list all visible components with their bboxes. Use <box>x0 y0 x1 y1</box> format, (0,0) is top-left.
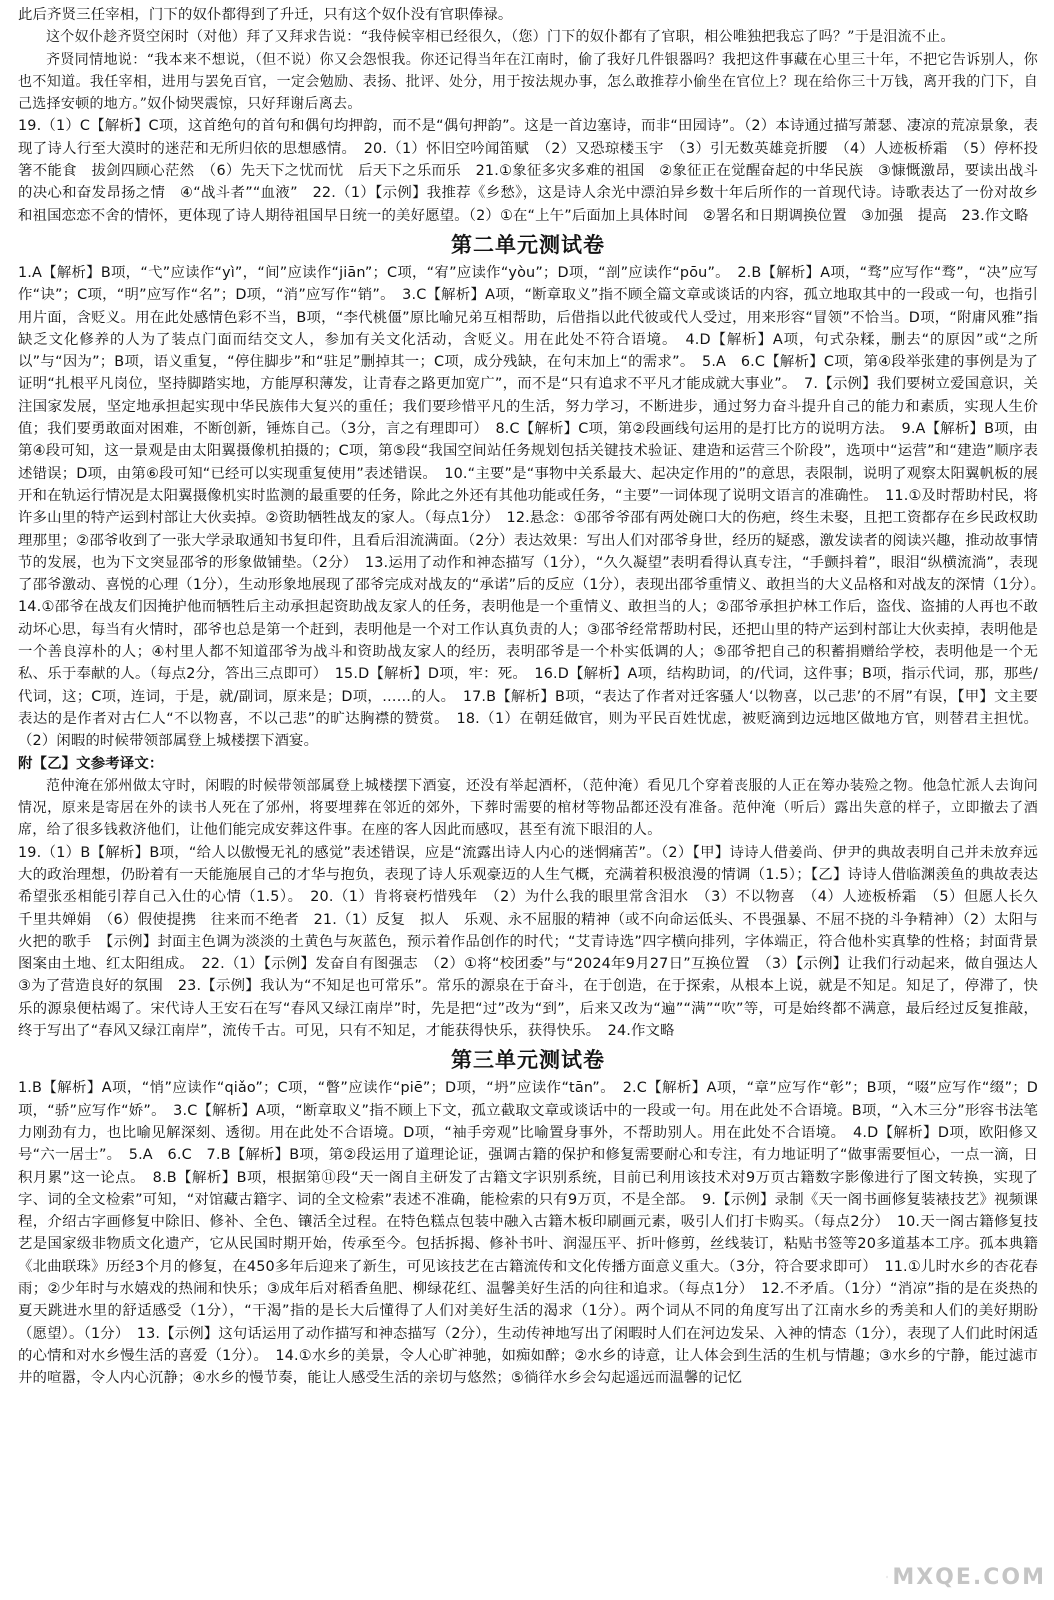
watermark-logo-icon <box>886 1562 888 1592</box>
top-paragraph-2: 这个奴仆趁齐贤空闲时（对他）拜了又拜求告说：“我侍候宰相已经很久，（您）门下的奴仆都有了官职，相公唯独把我忘了吗？”于是泪流不止。 <box>46 29 955 46</box>
watermark-text: MXQE.COM <box>892 1564 1046 1590</box>
unit2-reference-translation: 范仲淹在邠州做太守时，闲暇的时候带领部属登上城楼摆下酒宴，还没有举起酒杯，（范仲淹）看见几个穿着丧服的人正在筹办装殓之物。他急忙派人去询问情况，原来是寄居在外的读书人死在了邠州，将要埋葬在邻近的郊外，下葬时需要的棺材等物品都还没有准备。范仲淹（听后）露出失意的样子，立即撤去了酒席，给了很多钱救济他们，让他们能完成安葬这件事。在座的客人因此而感叹，甚至有流下眼泪的人。 <box>18 777 1038 839</box>
unit3-title: 第三单元测试卷 <box>451 1048 605 1073</box>
top-paragraph-1: 此后齐贤三任宰相，门下的奴仆都得到了升迁，只有这个奴仆没有官职俸禄。 <box>18 7 513 23</box>
site-watermark <box>886 1558 1046 1596</box>
top-paragraph-3: 齐贤同情地说：“我本来不想说，（但不说）你又会怨恨我。你还记得当年在江南时，偷了我好几件银器吗？我把这件事藏在心里三十年，不把它告诉别人，你也不知道。我任宰相，进用与罢免百官，一定会勉励、表扬、批评、处分，用于按法规办事，怎么敢推荐小偷坐在官位上？现在给你三十万钱，离开我的门下，自己选择安顿的地方。”奴仆恸哭震惊，只好拜谢后离去。 <box>18 51 1038 113</box>
unit2-answers: 1.A【解析】B项，“弋”应读作“yì”，“间”应读作“jiān”；C项，“宥”应读作“yòu”；D项，“剖”应读作“pōu”。 2.B【解析】A项，“骛”应写作“骛”，“决”应写作“诀”；C项，“明”应写作“名”；D项，“消”应写作“销”。 3.C【解析】A项，“断章取义”指不顾全篇文章或谈话的内容，孤立地取其中的一段或一句，也指引用片面，含贬义。用在此处感情色彩不当，B项，“李代桃僵”原比喻兄弟互相帮助，后借指以此代彼或代人受过，用来形容“冒领”不恰当。D项，“附庸风雅”指缺乏文化修养的人为了装点门面而结交文人，参加有关文化活动，含贬义。用在此处不符合语境。 4.D【解析】A项，句式杂糅，删去“的原因”或“之所以”与“因为”；B项，语义重复，“停住脚步”和“驻足”删掉其一；C项，成分残缺，在句末加上“的需求”。 5.A 6.C【解析】C项，第④段举张建的事例是为了证明“扎根平凡岗位，坚持脚踏实地，方能厚积薄发，让青春之路更加宽广”，而不是“只有追求不平凡才能成就大事业”。 7.【示例】我们要树立爱国意识，关注国家发展，坚定地承担起实现中华民族伟大复兴的重任；我们要珍惜平凡的生活，努力学习，不断进步，通过努力奋斗提升自己的能力和素质，实现人生价值；我们要勇敢面对困难，不断创新，锤炼自己。（3分，言之有理即可） 8.C【解析】C项，第②段画线句运用的是打比方的说明方法。 9.A【解析】B项，由第④段可知，这一景观是由太阳翼摄像机拍摄的；C项，第⑤段“我国空间站任务规划包括关键技术验证、建造和运营三个阶段”，选项中“运营”和“建造”顺序表述错误；D项，由第⑥段可知“已经可以实现重复使用”表述错误。 10.“主要”是“事物中关系最大、起决定作用的”的意思，表限制，说明了观察太阳翼帆板的展开和在轨运行情况是太阳翼摄像机实时监测的最重要的任务，除此之外还有其他功能或任务，“主要”一词体现了说明文语言的准确性。 11.①及时帮助村民，将许多山里的特产运到村部让大伙卖掉。②资助牺牲战友的家人。（每点1分） 12.悬念：①邵爷爷邵有两处碗口大的伤疤，终生未娶，且把工资都存在乡民政权助理那里；②邵爷收到了一张大学录取通知书复印件，且看后泪流满面。（2分）表达效果：写出人们对邵爷身世，经历的疑惑，激发读者的阅读兴趣，推动故事情节的发展，也为下文突显邵爷的形象做铺垫。（2分） 13.运用了动作和神态描写（1分），“久久凝望”表明看得认真专注，“手颤抖着”，眼泪“纵横流淌”，表现了邵爷激动、喜悦的心理（1分），生动形象地展现了邵爷完成对战友的“承诺”后的反应（1分），表现出邵爷重情义、敢担当的大义品格和对战友的深情（1分）。 14.①邵爷在战友们因掩护他而牺牲后主动承担起资助战友家人的任务，表明他是一个重情义、敢担当的人；②邵爷承担护林工作后，盗伐、盗捕的人再也不敢动坏心思，每当有火情时，邵爷也总是第一个赶到，表明他是一个对工作认真负责的人；③邵爷经常帮助村民，还把山里的特产运到村部让大伙卖掉，表明他是一个善良淳朴的人；④村里人都不知道邵爷为战斗和资助战友家人的经历，表明邵爷是一个朴实低调的人；⑤邵爷把自己的积蓄捐赠给学校，表明他是一个无私、乐于奉献的人。（每点2分，答出三点即可） 15.D【解析】D项，牢：死。 16.D【解析】A项，结构助词，的/代词，这件事；B项，指示代词，那，那些/代词，这；C项，连词，于是，就/副词，原来是；D项，……的人。 17.B【解析】B项，“表达了作者对迁客骚人‘以物喜，以己悲’的不屑”有误，【甲】文主要表达的是作者对古仁人“不以物喜，不以己悲”的旷达胸襟的赞赏。 18.（1）在朝廷做官，则为平民百姓忧虑，被贬滴到边远地区做地方官，则替君主担忧。（2）闲暇的时候带领部属登上城楼摆下酒宴。 <box>18 264 1053 750</box>
unit2-title: 第二单元测试卷 <box>451 232 605 257</box>
unit2-answers-continued: 19.（1）B【解析】B项，“给人以傲慢无礼的感觉”表述错误，应是“流露出诗人内心的迷惘痛苦”。（2）【甲】诗诗人借姜尚、伊尹的典故表明自己并未放弃远大的政治理想，仍盼着有一天能施展自己的才华与抱负，表现了诗人乐观豪迈的人生气概，充满着积极浪漫的情调（1.5）；【乙】诗诗人借临渊羡鱼的典故表达希望张丞相能引荐自己入仕的心情（1.5）。 20.（1）肯将衰朽惜残年 （2）为什么我的眼里常含泪水 （3）不以物喜 （4）人迹板桥霜 （5）但愿人长久 千里共婵娟 （6）假使提携 往来而不绝者 21.（1）反复 拟人 乐观、永不屈服的精神（或不向命运低头、不畏强暴、不屈不挠的斗争精神）（2）太阳与火把的歌手 【示例】封面主色调为淡淡的土黄色与灰蓝色，预示着作品创作的时代；“艾青诗选”四字横向排列，字体端正，符合他朴实真挚的性格；封面背景图案由土地、红太阳组成。 22.（1）【示例】发奋自有图强志 （2）①将“校团委”与“2024年9月27日”互换位置 （3）【示例】让我们行动起来，做自强达人 ③为了营造良好的氛围 23.【示例】我认为“不知足也可常乐”。常乐的源泉在于奋斗，在于创造，在于探索，从根本上说，就是不知足。知足了，停滞了，快乐的源泉便枯竭了。宋代诗人王安石在写“春风又绿江南岸”时，先是把“过”改为“到”，后来又改为“遍”“满”“吹”等，可是始终都不满意，最后经过反复推敲，终于写出了“春风又绿江南岸”，流传千古。可见，只有不知足，才能获得快乐，获得快乐。 24.作文略 <box>18 844 1053 1040</box>
unit1-answers-tail: 19.（1）C【解析】C项，这首绝句的首句和偶句均押韵，而不是“偶句押韵”。这是一首边塞诗，而非“田园诗”。（2）本诗通过描写萧瑟、凄凉的荒凉景象，表现了诗人行至大漠时的迷茫和无所归依的思想感情。 20.（1）怀旧空吟闻笛赋 （2）又恐琼楼玉宇 （3）引无数英雄竞折腰 （4）人迹板桥霜 （5）停杯投箸不能食 拔剑四顾心茫然 （6）先天下之忧而忧 后天下之乐而乐 21.①象征多灾多难的祖国 ②象征正在觉醒奋起的中华民族 ③慷慨激昂，要读出战斗的决心和奋发昂扬之情 ④“战斗者”“血液” 22.（1）【示例】我推荐《乡愁》，这是诗人余光中漂泊异乡数十年后所作的一首现代诗。诗歌表达了一份对故乡和祖国恋恋不舍的情怀，更体现了诗人期待祖国早日统一的美好愿望。（2）①在“上午”后面加上具体时间 ②署名和日期调换位置 ③加强 提高 23.作文略 <box>18 118 1038 224</box>
unit3-answers: 1.B【解析】A项，“悄”应读作“qiǎo”；C项，“瞥”应读作“piē”；D项，“坍”应读作“tān”。 2.C【解析】A项，“章”应写作“彰”；B项，“啜”应写作“缀”；D项，“骄”应写作“娇”。 3.C【解析】A项，“断章取义”指不顾上下文，孤立截取文章或谈话中的一段或一句。用在此处不合语境。B项，“入木三分”形容书法笔力刚劲有力，也比喻见解深刻、透彻。用在此处不合语境。D项，“袖手旁观”比喻置身事外，不帮助别人。用在此处不合语境。 4.D【解析】D项，欧阳修又号“六一居士”。 5.A 6.C 7.B【解析】B项，第②段运用了道理论证，强调古籍的保护和修复需要耐心和专注，有力地证明了“做事需要恒心，一点一滴，日积月累”这一论点。 8.B【解析】B项，根据第⑪段“天一阁自主研发了古籍文字识别系统，目前已利用该技术对9万页古籍数字影像进行了图文转换，实现了字、词的全文检索”可知，“对馆藏古籍字、词的全文检索”表述不准确，能检索的只有9万页，不是全部。 9.【示例】录制《天一阁书画修复装裱技艺》视频课程，介绍古字画修复中除旧、修补、全色、镶活全过程。在特色糕点包装中融入古籍木板印刷画元素，吸引人们打卡购买。（每点2分） 10.天一阁古籍修复技艺是国家级非物质文化遗产，它从民国时期开始，传承至今。包括拆揭、修补书叶、润湿压平、折叶修剪，丝线装订，粘贴书签等20多道基本工序。孤本典籍《北曲联珠》历经3个月的修复，在450多年后迎来了新生，可见该技艺在古籍流传和文化传播方面意义重大。（3分，符合要求即可） 11.①儿时水乡的杏花春雨；②少年时与水嬉戏的热闹和快乐；③成年后对稻香鱼肥、柳绿花红、温馨美好生活的向往和追求。（每点1分） 12.不矛盾。（1分）“消凉”指的是在炎热的夏天跳进水里的舒适感受（1分），“干渴”指的是长大后懂得了人们对美好生活的渴求（1分）。两个词从不同的角度写出了江南水乡的秀美和人们的美好期盼（愿望）。（1分） 13.【示例】这句话运用了动作描写和神态描写（2分），生动传神地写出了闲暇时人们在河边发呆、入神的情态（1分），表现了人们此时闲适的心情和对水乡慢生活的喜爱（1分）。 14.①水乡的美景，令人心旷神驰，如痴如醉；②水乡的诗意，让人体会到生活的生机与情趣；③水乡的宁静，能过滤市井的喧嚣，令人内心沉静；④水乡的慢节奏，能让人感受生活的亲切与悠然；⑤徜徉水乡会勾起遥远而温馨的记忆 <box>18 1080 1038 1387</box>
unit2-reference-title: 附【乙】文参考译文： <box>18 755 164 772</box>
